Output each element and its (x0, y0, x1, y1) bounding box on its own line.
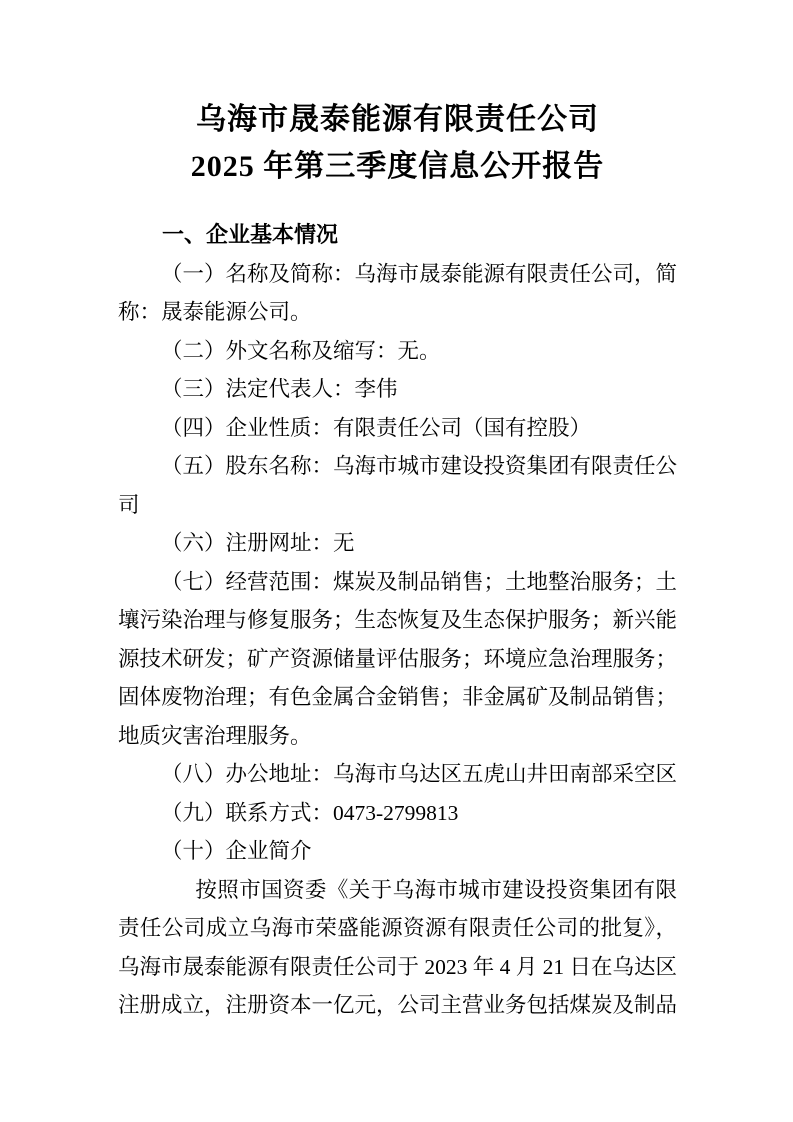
document-title-line2: 2025 年第三季度信息公开报告 (190, 150, 605, 183)
paragraph-name-abbreviation: （一）名称及简称：乌海市晟泰能源有限责任公司，简称：晟泰能源公司。 (118, 261, 678, 324)
paragraph-legal-representative: （三）法定代表人：李伟 (161, 377, 398, 401)
paragraph-business-scope: （七）经营范围：煤炭及制品销售；土地整治服务；土壤污染治理与修复服务；生态恢复及生态保护服务；新兴能源技术研发；矿产资源储量评估服务；环境应急治理服务；固体废物治理；有色金属合金销售；非金属矿及制品销售；地质灾害治理服务。 (118, 569, 678, 748)
document-body (118, 255, 677, 1025)
paragraph-foreign-name: （二）外文名称及缩写：无。 (161, 338, 441, 363)
paragraph-shareholder-name: （五）股东名称：乌海市城市建设投资集团有限责任公司 (118, 454, 678, 517)
paragraph-company-profile-heading: （十）企业简介 (161, 839, 312, 863)
section-heading-basic-info: 一、企业基本情况 (162, 222, 339, 247)
paragraph-office-address: （八）办公地址：乌海市乌达区五虎山井田南部采空区 (161, 762, 678, 786)
paragraph-contact-number: （九）联系方式：0473-2799813 (161, 800, 459, 825)
paragraph-company-profile-body: 按照市国资委《关于乌海市城市建设投资集团有限责任公司成立乌海市荣盛能源资源有限责任公司的批复》，乌海市晟泰能源有限责任公司于 2023 年 4 月 21 日在乌达区注册成立，注册资本一亿元，公司主营业务包括煤炭及制品 (118, 877, 678, 1017)
paragraph-enterprise-nature: （四）企业性质：有限责任公司（国有控股） (161, 415, 592, 440)
document-title (118, 96, 677, 190)
document-title-line1: 乌海市晟泰能源有限责任公司 (196, 103, 599, 136)
paragraph-registered-website: （六）注册网址：无 (161, 531, 355, 555)
